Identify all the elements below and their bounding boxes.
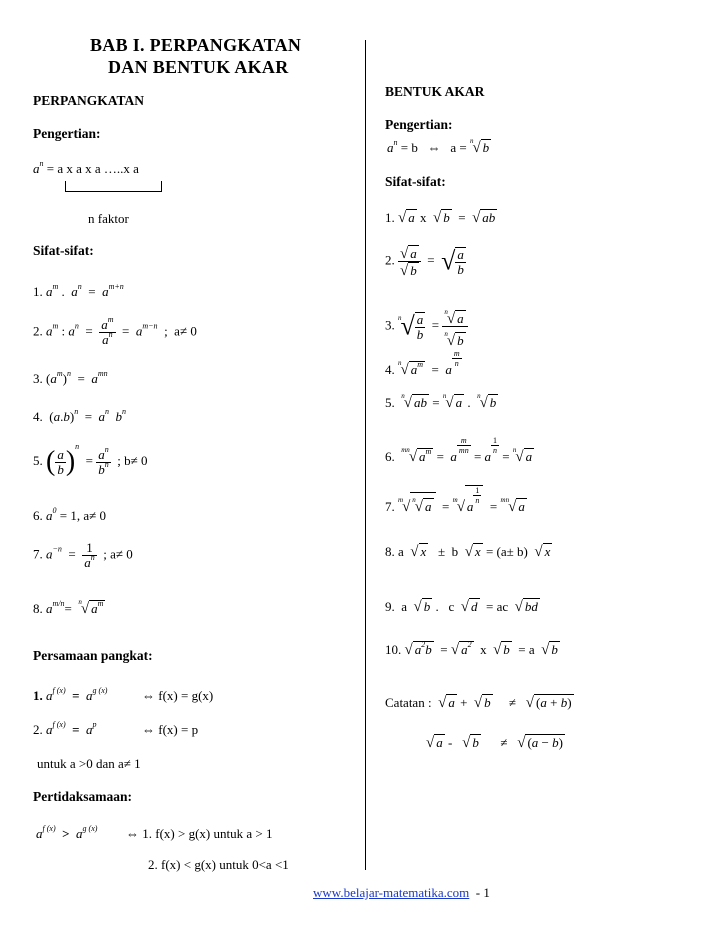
persamaan-1: 1. $a^{f (x)} = a^{g (x)}$	[33, 686, 108, 703]
title-line-2: DAN BENTUK AKAR	[108, 57, 289, 77]
akar-sifat-1: 1. √ a x √ b = √ ab	[385, 210, 496, 226]
sifat-7: 7. $a^{-n}$ = $\frac{1}{a^n}$ ; a≠ 0	[33, 540, 133, 570]
sifat-2: 2. $a^m$ : $a^n$ = $\frac{a^m}{a^n}$ = $a^{m-n}$ ; a≠ 0	[33, 315, 197, 347]
akar-sifat-10: 10. √ $a^2b$ = √ $a^2$ x √ b = a √ b	[385, 640, 558, 658]
page-number: - 1	[475, 885, 490, 900]
akar-sifat-6: 6. $^{mn}$√ $a^m = a$ $\frac{m}{mn}$ = a $\frac{1}{n}$ = $^n$√ a	[385, 436, 533, 465]
persamaan-1-right: ⇔ f(x) = g(x)	[142, 688, 214, 703]
sifat-6-text: = 1, a≠ 0	[59, 508, 106, 523]
akar-definition: $a^n = b$ ⇔ a = $^n$√ b	[387, 137, 490, 156]
akar-sifat-9: 9. a √ b . c √ d = ac √ bd	[385, 599, 538, 615]
untuk-condition: untuk a >0 dan a≠ 1	[37, 756, 141, 771]
left-pengertian-label: Pengertian:	[33, 126, 101, 141]
right-sifat-label: Sifat-sifat:	[385, 174, 446, 189]
sifat-3: 3. $(a^m)^n = a^{mn}$	[33, 369, 108, 386]
footer	[313, 885, 490, 901]
akar-sifat-2: 2. $\frac{√ a}{√ b}$ = √ $\frac{a}{b}$	[385, 246, 464, 279]
column-divider	[365, 40, 366, 870]
akar-sifat-3: 3. $^n$√ $\frac{a}{b}$ = $\frac{^n√ a}{^n√ b}$	[385, 305, 468, 348]
pertidaksamaan-label: Pertidaksamaan:	[33, 789, 132, 804]
b-condition: ; b≠ 0	[117, 452, 148, 468]
left-sifat-label: Sifat-sifat:	[33, 243, 94, 258]
akar-sifat-7: 7. $^m$√ $^n$√ a = $^m$√ a $\frac{1}{n}$ = $^{mn}$√ a	[385, 486, 525, 515]
sifat-6: 6. $a^0 = 1$, a≠ 0	[33, 506, 106, 523]
catatan-2: √ a - √ b ≠ √ (a − b)	[426, 735, 563, 751]
definition-formula: $a^n = a$ x a x a …..x a	[33, 159, 139, 176]
akar-sifat-4: 4. $^n$√ $a^m = a$ $\frac{m}{n}$	[385, 349, 460, 378]
persamaan-label: Persamaan pangkat:	[33, 648, 153, 663]
sifat-1: 1. $a^m$ . $a^n = a^{m+n}$	[33, 282, 124, 299]
sifat-7-number: 7.	[33, 546, 43, 562]
footer-link[interactable]: www.belajar-matematika.com	[313, 885, 470, 900]
sifat-4: 4. $(a.b)^n = a^n$ $b^n$	[33, 407, 127, 424]
a-condition: ; a≠ 0	[103, 546, 133, 562]
akar-sifat-8: 8. a √ x ± b √ x = (a± b) √ x	[385, 544, 551, 560]
title-line-1: BAB I. PERPANGKATAN	[90, 35, 302, 55]
persamaan-2: 2. $a^{f (x)} = a^p$	[33, 720, 97, 737]
n-faktor-brace	[65, 181, 162, 192]
sifat-5-number: 5.	[33, 452, 43, 468]
sifat-3-number: 3.	[33, 371, 43, 386]
sifat-8: 8. $a^{m/n}= ^n√$ $a^m$	[33, 598, 104, 617]
catatan-label: Catatan :	[385, 695, 432, 710]
right-pengertian-label: Pengertian:	[385, 117, 453, 132]
definition-text: = a x a x a …..x a	[46, 161, 139, 176]
pertidaksamaan-2: 2. f(x) < g(x) untuk 0<a <1	[148, 857, 289, 872]
persamaan-2-right: ⇔ f(x) = p	[142, 722, 199, 737]
akar-sifat-5: 5. $^n$√ ab = $^n$√ a . $^n$√ b	[385, 392, 497, 411]
n-faktor-label: n faktor	[88, 211, 129, 226]
perpangkatan-heading: PERPANGKATAN	[33, 93, 144, 108]
sifat-5: 5. ( $\frac{a}{b}$ )$^n$ = $\frac{a^n}{b^n}$ ; b≠ 0	[33, 441, 148, 477]
sifat-4-number: 4.	[33, 409, 43, 424]
pertidaksamaan-1: ⇔ 1. f(x) > g(x) untuk a > 1	[126, 826, 273, 841]
pertidaksamaan-formula: $a^{f (x)} > a^{g (x)}$	[36, 824, 98, 841]
sifat-8-number: 8.	[33, 601, 43, 616]
bentuk-akar-heading: BENTUK AKAR	[385, 84, 485, 99]
catatan-1: Catatan : √ a + √ b ≠ √ (a + b)	[385, 695, 572, 711]
sifat-6-number: 6.	[33, 508, 43, 523]
